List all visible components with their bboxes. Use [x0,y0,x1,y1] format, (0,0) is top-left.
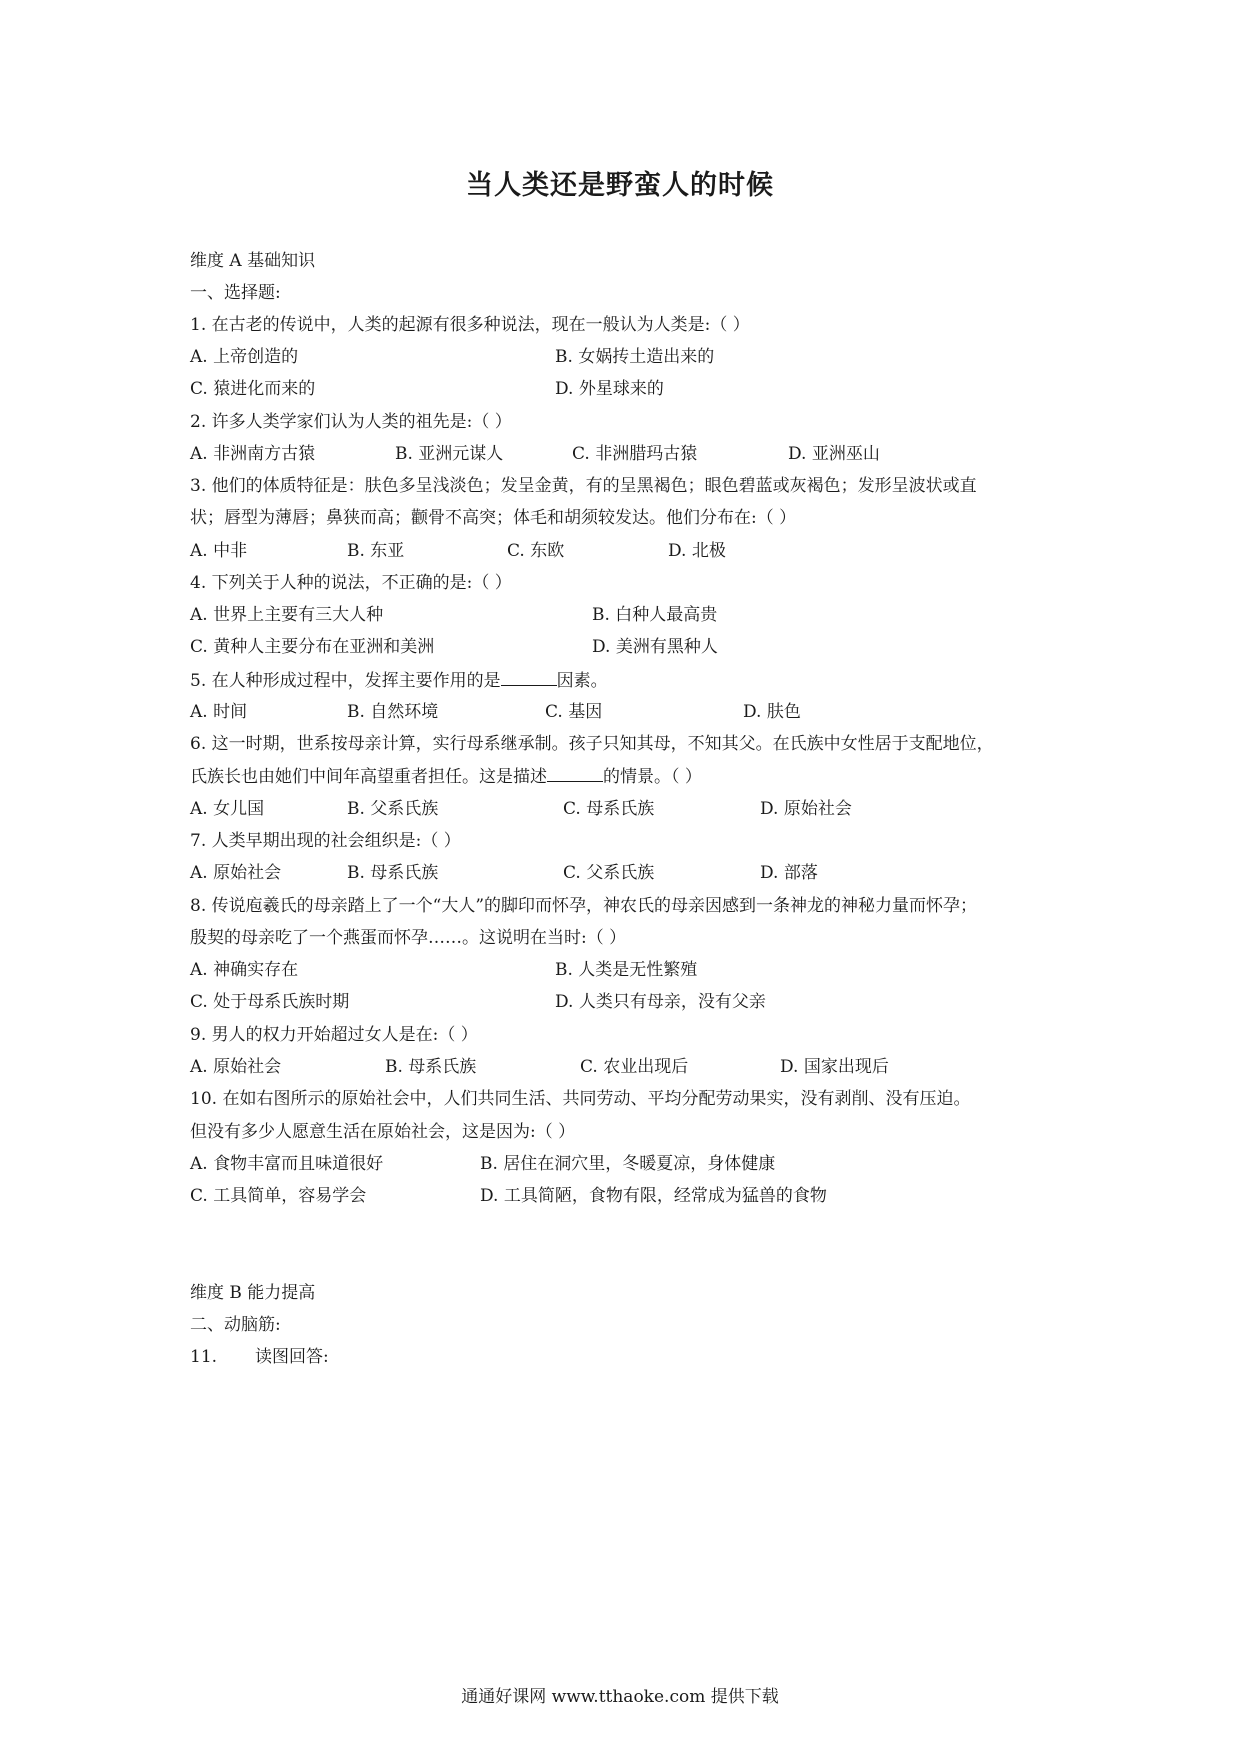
q2-option-d: D. 亚洲巫山 [788,444,880,464]
q8-option-c: C. 处于母系氏族时期 [190,992,350,1012]
q7-stem: 7. 人类早期出现的社会组织是:（ ） [190,831,461,851]
q9-option-b: B. 母系氏族 [385,1057,477,1077]
q6-stem-line1: 6. 这一时期，世系按母亲计算，实行母系继承制。孩子只知其母，不知其父。在氏族中女性居于支配地位， [190,734,994,754]
q3-option-d: D. 北极 [668,541,726,561]
q2-stem: 2. 许多人类学家们认为人类的祖先是:（ ） [190,412,512,432]
q5-stem-pre: 5. 在人种形成过程中，发挥主要作用的是 [190,671,501,691]
section-a-part: 一、选择题: [190,283,281,303]
q10-stem-line2: 但没有多少人愿意生活在原始社会，这是因为:（ ） [190,1122,576,1142]
q7-option-b: B. 母系氏族 [347,863,439,883]
q10-option-c: C. 工具简单，容易学会 [190,1186,367,1206]
section-a-heading: 维度 A 基础知识 [190,251,316,271]
q6-option-a: A. 女儿国 [190,799,265,819]
q6-answer-blank [547,765,603,782]
q6-stem-post: 的情景。（ ） [603,767,702,787]
q4-option-b: B. 白种人最高贵 [592,605,718,625]
q7-option-c: C. 父系氏族 [563,863,655,883]
q9-option-d: D. 国家出现后 [780,1057,889,1077]
q5-stem [190,669,608,691]
q4-option-d: D. 美洲有黑种人 [592,637,718,657]
q6-option-b: B. 父系氏族 [347,799,439,819]
q1-option-c: C. 猿进化而来的 [190,379,316,399]
q6-stem-line2 [190,765,702,787]
q5-stem-post: 因素。 [556,671,608,691]
q9-stem: 9. 男人的权力开始超过女人是在:（ ） [190,1025,478,1045]
q2-option-b: B. 亚洲元谋人 [395,444,504,464]
q1-option-b: B. 女娲抟土造出来的 [555,347,715,367]
q5-option-b: B. 自然环境 [347,702,439,722]
q9-option-c: C. 农业出现后 [580,1057,689,1077]
q3-stem-line1: 3. 他们的体质特征是：肤色多呈浅淡色；发呈金黄，有的呈黑褐色；眼色碧蓝或灰褐色；发形呈波状或直 [190,476,977,496]
section-b-heading: 维度 B 能力提高 [190,1283,316,1303]
q7-option-d: D. 部落 [760,863,818,883]
q10-option-d: D. 工具简陋，食物有限，经常成为猛兽的食物 [480,1186,827,1206]
q1-option-d: D. 外星球来的 [555,379,664,399]
q5-option-c: C. 基因 [545,702,603,722]
q9-option-a: A. 原始社会 [190,1057,282,1077]
q4-stem: 4. 下列关于人种的说法，不正确的是:（ ） [190,573,512,593]
page-title: 当人类还是野蛮人的时候 [466,170,774,201]
q6-option-c: C. 母系氏族 [563,799,655,819]
q4-option-c: C. 黄种人主要分布在亚洲和美洲 [190,637,435,657]
q10-option-b: B. 居住在洞穴里，冬暖夏凉，身体健康 [480,1154,776,1174]
q3-option-c: C. 东欧 [507,541,565,561]
q2-option-c: C. 非洲腊玛古猿 [572,444,698,464]
page-footer: 通通好课网 www.tthaoke.com 提供下载 [461,1687,779,1707]
q11-text: 读图回答: [255,1347,329,1367]
q8-stem-line1: 8. 传说庖羲氏的母亲踏上了一个“大人”的脚印而怀孕，神农氏的母亲因感到一条神龙的神秘力量而怀孕； [190,896,978,916]
q3-option-b: B. 东亚 [347,541,405,561]
q8-option-a: A. 神确实存在 [190,960,299,980]
q3-option-a: A. 中非 [190,541,248,561]
q11-stem [190,1346,329,1368]
q8-option-d: D. 人类只有母亲，没有父亲 [555,992,766,1012]
q7-option-a: A. 原始社会 [190,863,282,883]
q5-answer-blank [501,669,557,686]
q6-stem-pre: 氏族长也由她们中间年高望重者担任。这是描述 [190,767,547,787]
q8-stem-line2: 殷契的母亲吃了一个燕蛋而怀孕……。这说明在当时:（ ） [190,928,627,948]
q10-stem-line1: 10. 在如右图所示的原始社会中，人们共同生活、共同劳动、平均分配劳动果实，没有剥削、没有压迫。 [190,1089,971,1109]
q2-option-a: A. 非洲南方古猿 [190,444,316,464]
q11-number: 11. [190,1347,218,1367]
q4-option-a: A. 世界上主要有三大人种 [190,605,384,625]
q5-option-a: A. 时间 [190,702,248,722]
q10-option-a: A. 食物丰富而且味道很好 [190,1154,384,1174]
q8-option-b: B. 人类是无性繁殖 [555,960,698,980]
q1-option-a: A. 上帝创造的 [190,347,299,367]
q6-option-d: D. 原始社会 [760,799,852,819]
section-b-part: 二、动脑筋: [190,1315,281,1335]
q1-stem: 1. 在古老的传说中，人类的起源有很多种说法，现在一般认为人类是:（ ） [190,315,750,335]
q5-option-d: D. 肤色 [743,702,801,722]
q3-stem-line2: 状；唇型为薄唇；鼻狭而高；颧骨不高突；体毛和胡须较发达。他们分布在:（ ） [190,508,797,528]
